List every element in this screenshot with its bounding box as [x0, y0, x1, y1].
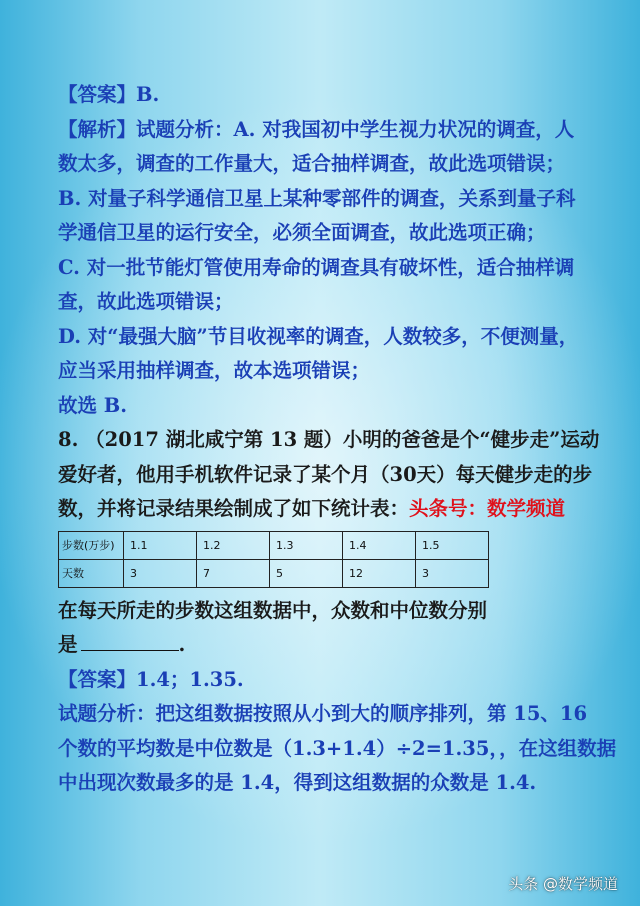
table-row [59, 559, 489, 587]
question-8-line-3 [58, 492, 598, 527]
solution-line-1: 试题分析：把这组数据按照从小到大的顺序排列，第 15、16 [58, 702, 588, 725]
table-cell: 1.2 [197, 531, 270, 559]
table-header-days: 天数 [59, 559, 124, 587]
question-8-line-1: 8. （2017 湖北咸宁第 13 题）小明的爸爸是个“健步走”运动 [58, 428, 600, 451]
table-cell: 7 [197, 559, 270, 587]
document-body [58, 78, 617, 801]
table-cell: 3 [416, 559, 489, 587]
option-b-line-2: 学通信卫星的运行安全，必须全面调查，故此选项正确； [58, 221, 546, 244]
question-8-line-5-text: 是 [58, 633, 78, 656]
choose-line: 故选 B. [58, 393, 128, 417]
answer-line-2: 【答案】1.4；1.35. [58, 667, 244, 691]
question-8-line-4: 在每天所走的步数这组数据中，众数和中位数分别 [58, 598, 488, 622]
option-d-line-2: 应当采用抽样调查，故本选项错误； [58, 359, 371, 382]
option-b-line-1: B. 对量子科学通信卫星上某种零部件的调查，关系到量子科 [58, 186, 576, 210]
table-row [59, 531, 489, 559]
solution-line-2: 个数的平均数是中位数是（1.3+1.4）÷2=1.35，，在这组数据 [58, 736, 617, 760]
answer-line-1: 【答案】B. [58, 83, 160, 106]
table-cell: 1.4 [343, 531, 416, 559]
table-cell: 1.5 [416, 531, 489, 559]
analysis-line-2: 数太多，调查的工作量大，适合抽样调查，故此选项错误； [58, 152, 566, 175]
footer-credit: 头条 @数学频道 [508, 875, 618, 893]
question-8-line-5-end: . [178, 633, 186, 656]
table-cell: 3 [124, 559, 197, 587]
question-8-line-3-text: 数，并将记录结果绘制成了如下统计表： [58, 497, 410, 520]
question-8-line-5 [58, 628, 598, 663]
option-c-line-1: C. 对一批节能灯管使用寿命的调查具有破坏性，适合抽样调 [58, 255, 575, 279]
option-c-line-2: 查，故此选项错误； [58, 290, 234, 313]
table-cell: 12 [343, 559, 416, 587]
answer-blank [81, 632, 179, 651]
table-cell: 1.3 [270, 531, 343, 559]
step-count-table [58, 531, 489, 588]
table-cell: 5 [270, 559, 343, 587]
analysis-line-1: 【解析】试题分析：A. 对我国初中学生视力状况的调查，人 [58, 117, 575, 141]
table-header-steps: 步数(万步) [59, 531, 124, 559]
table-cell: 1.1 [124, 531, 197, 559]
source-tag: 头条号：数学频道 [409, 497, 566, 520]
question-8-line-2: 爱好者，他用手机软件记录了某个月（30天）每天健步走的步 [58, 462, 593, 486]
option-d-line-1: D. 对“最强大脑”节目收视率的调查，人数较多，不便测量， [58, 324, 579, 348]
solution-line-3: 中出现次数最多的是 1.4，得到这组数据的众数是 1.4. [58, 771, 537, 794]
